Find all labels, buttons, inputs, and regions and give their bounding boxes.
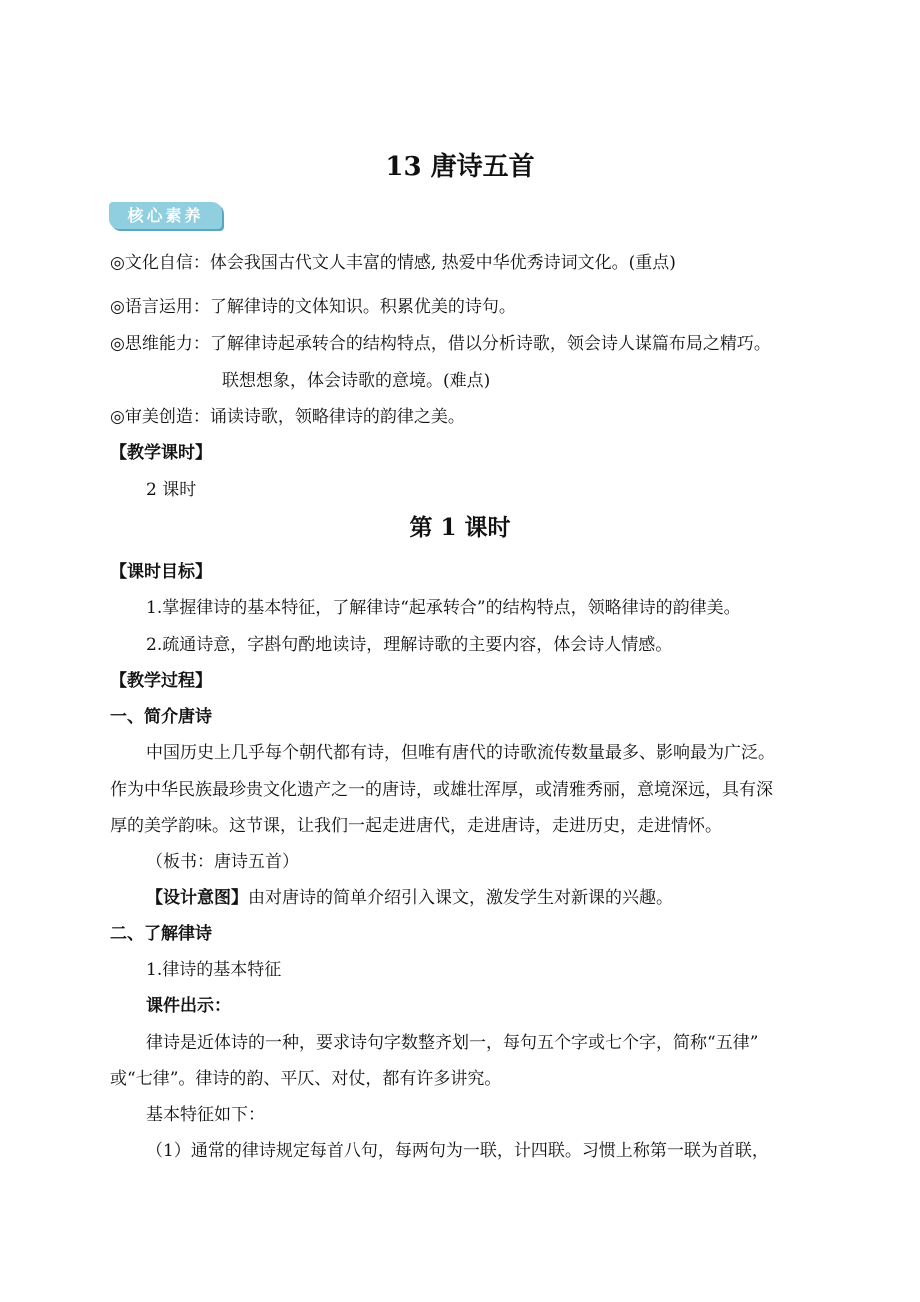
lesson-goal-2: 2.疏通诗意，字斟句酌地读诗，理解诗歌的主要内容，体会诗人情感。 [146,635,673,655]
competency-thinking-continued: 联想想象，体会诗歌的意境。(难点) [222,371,491,391]
section-1-paragraph-line-3: 厚的美学韵味。这节课，让我们一起走进唐代，走进唐诗，走进历史，走进情怀。 [110,816,722,836]
core-competency-badge: 核心素养 [109,202,222,229]
section-1-paragraph-line-2: 作为中华民族最珍贵文化遗产之一的唐诗，或雄壮浑厚，或清雅秀丽，意境深远，具有深 [110,780,773,800]
board-note: （板书：唐诗五首） [146,852,299,872]
competency-aesthetic: ◎审美创造：诵读诗歌，领略律诗的韵律之美。 [110,407,465,427]
competency-language: ◎语言运用：了解律诗的文体知识。积累优美的诗句。 [110,297,516,317]
lesson-title: 第 1 课时 [409,514,511,541]
lesson-goals-heading: 【课时目标】 [110,562,212,582]
section-1-paragraph-line-1: 中国历史上几乎每个朝代都有诗，但唯有唐代的诗歌流传数量最多、影响最为广泛。 [146,743,775,763]
section-2-heading: 二、了解律诗 [110,924,212,944]
competency-thinking: ◎思维能力：了解律诗起承转合的结构特点，借以分析诗歌，领会诗人谋篇布局之精巧。 [110,334,771,354]
competency-culture: ◎文化自信：体会我国古代文人丰富的情感, 热爱中华优秀诗词文化。(重点) [110,253,676,273]
section-1-heading: 一、简介唐诗 [110,707,212,727]
section-2-item-1: 1.律诗的基本特征 [146,960,282,980]
teaching-hours-value: 2 课时 [146,480,197,500]
courseware-label: 课件出示： [146,996,231,1016]
features-intro: 基本特征如下： [146,1105,265,1125]
feature-1: （1）通常的律诗规定每首八句，每两句为一联，计四联。习惯上称第一联为首联， [146,1141,769,1161]
teaching-process-heading: 【教学过程】 [110,671,212,691]
design-intent-label: 【设计意图】 [146,888,248,908]
section-2-paragraph-line-1: 律诗是近体诗的一种，要求诗句字数整齐划一，每句五个字或七个字，简称“五律” [146,1033,759,1053]
teaching-hours-heading: 【教学课时】 [110,443,212,463]
design-intent [146,887,673,909]
lesson-goal-1: 1.掌握律诗的基本特征，了解律诗“起承转合”的结构特点，领略律诗的韵律美。 [146,598,741,618]
page-title: 13 唐诗五首 [385,152,535,182]
design-intent-text: 由对唐诗的简单介绍引入课文，激发学生对新课的兴趣。 [248,888,673,908]
section-2-paragraph-line-2: 或“七律”。律诗的韵、平仄、对仗，都有许多讲究。 [110,1069,502,1089]
